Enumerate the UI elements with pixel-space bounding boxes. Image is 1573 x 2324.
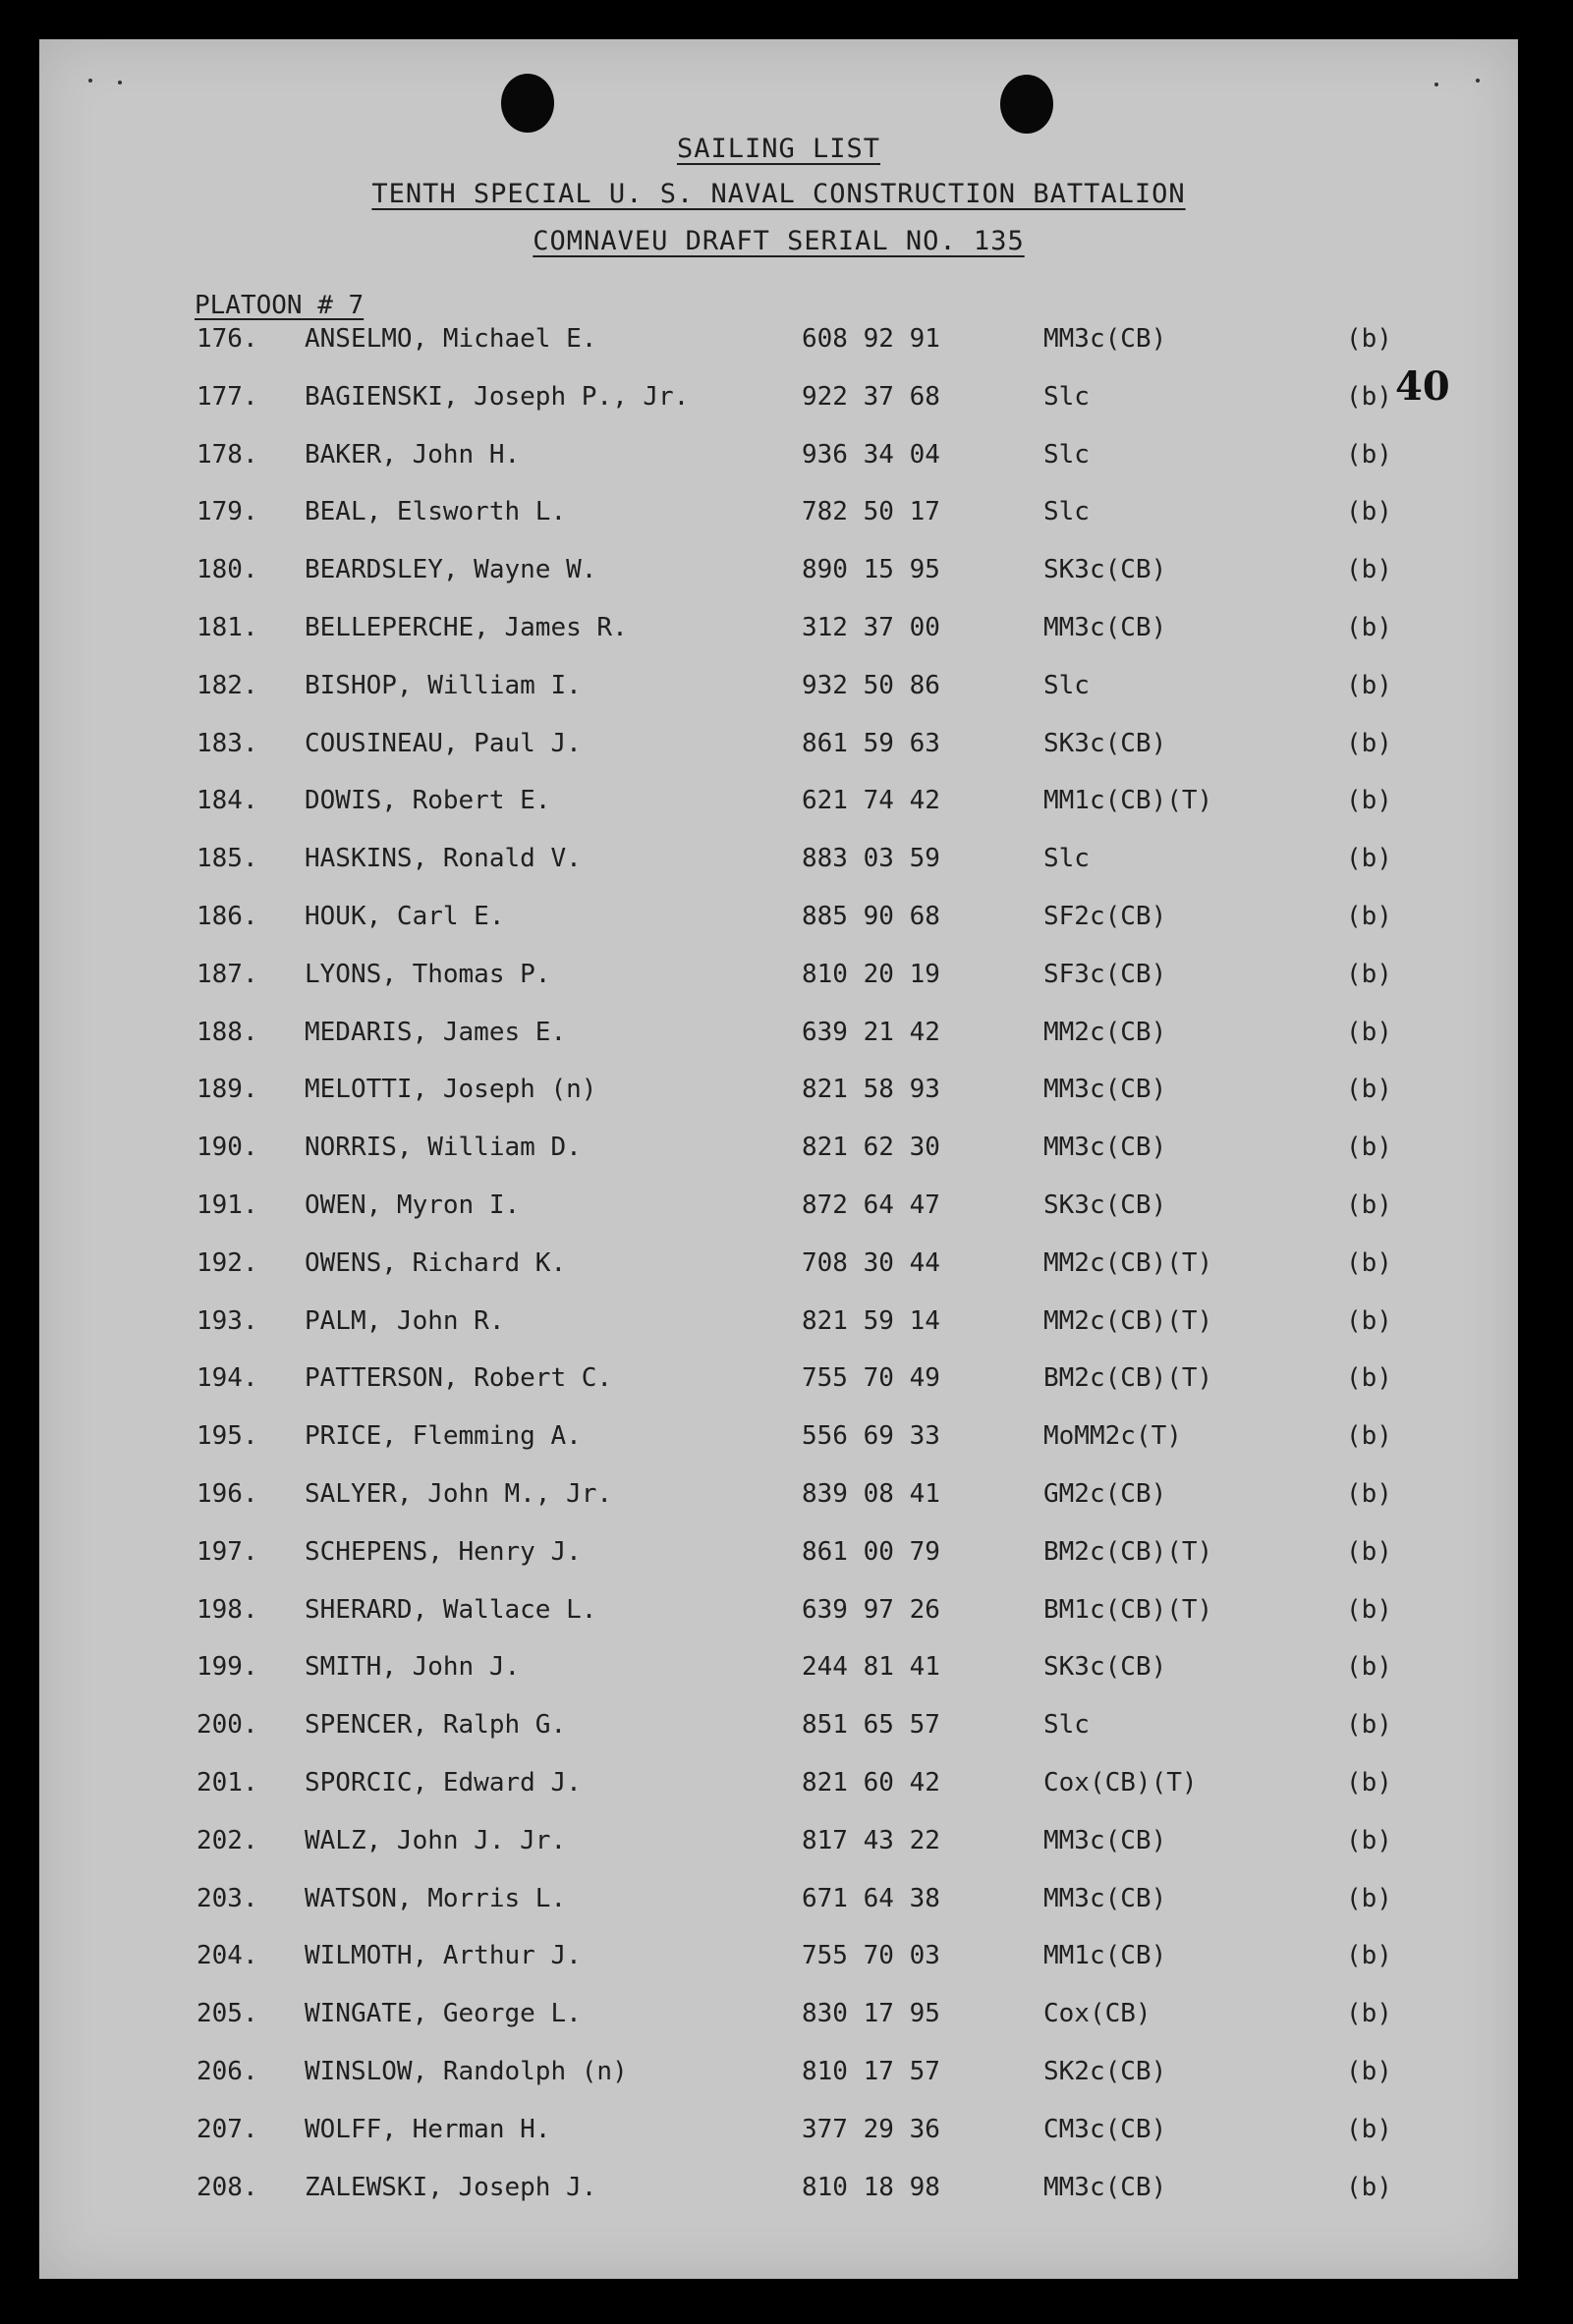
sailor-name: ZALEWSKI, Joseph J. bbox=[305, 2172, 597, 2202]
status-code: (b) bbox=[1346, 1363, 1392, 1394]
rating: SK3c(CB) bbox=[1043, 728, 1167, 758]
roster-row bbox=[39, 613, 1518, 652]
rating: SK3c(CB) bbox=[1043, 1652, 1167, 1683]
sailor-name: WOLFF, Herman H. bbox=[305, 2114, 551, 2144]
sailor-name: ANSELMO, Michael E. bbox=[305, 324, 597, 354]
roster-row bbox=[39, 1999, 1518, 2038]
rating: Slc bbox=[1043, 844, 1090, 874]
rating: MM3c(CB) bbox=[1043, 324, 1167, 354]
entry-number: 206. bbox=[197, 2057, 258, 2086]
rating: SF3c(CB) bbox=[1043, 959, 1167, 989]
roster-row bbox=[39, 671, 1518, 710]
rating: MM3c(CB) bbox=[1043, 1825, 1167, 1855]
status-code: (b) bbox=[1346, 2114, 1392, 2144]
service-number: 608 92 91 bbox=[802, 324, 940, 354]
entry-number: 184. bbox=[197, 786, 258, 816]
status-code: (b) bbox=[1346, 902, 1392, 931]
roster-row bbox=[39, 1306, 1518, 1346]
roster-row bbox=[39, 1595, 1518, 1634]
sailor-name: PATTERSON, Robert C. bbox=[305, 1363, 613, 1394]
sailor-name: WALZ, John J. Jr. bbox=[305, 1825, 567, 1855]
draft-serial: COMNAVEU DRAFT SERIAL NO. 135 bbox=[533, 226, 1025, 256]
rating: Slc bbox=[1043, 381, 1090, 412]
sailor-name: SPORCIC, Edward J. bbox=[305, 1768, 582, 1798]
sailor-name: OWEN, Myron I. bbox=[305, 1190, 521, 1220]
sailor-name: SPENCER, Ralph G. bbox=[305, 1710, 567, 1741]
roster-row bbox=[39, 1941, 1518, 1980]
rating: MoMM2c(T) bbox=[1043, 1421, 1182, 1452]
rating: MM3c(CB) bbox=[1043, 1133, 1167, 1163]
service-number: 885 90 68 bbox=[802, 902, 940, 931]
service-number: 821 62 30 bbox=[802, 1133, 940, 1163]
service-number: 312 37 00 bbox=[802, 613, 940, 642]
entry-number: 181. bbox=[197, 613, 258, 642]
rating: Slc bbox=[1043, 1710, 1090, 1741]
entry-number: 188. bbox=[197, 1017, 258, 1047]
roster-row bbox=[39, 1768, 1518, 1807]
rating: MM3c(CB) bbox=[1043, 1075, 1167, 1105]
status-code: (b) bbox=[1346, 439, 1392, 470]
roster-row bbox=[39, 1075, 1518, 1114]
service-number: 861 59 63 bbox=[802, 728, 940, 758]
roster-row bbox=[39, 1421, 1518, 1461]
service-number: 639 21 42 bbox=[802, 1017, 940, 1047]
entry-number: 186. bbox=[197, 902, 258, 931]
speck bbox=[1434, 83, 1438, 86]
service-number: 821 60 42 bbox=[802, 1768, 940, 1798]
status-code: (b) bbox=[1346, 1133, 1392, 1163]
sailor-name: LYONS, Thomas P. bbox=[305, 959, 551, 989]
platoon-heading: PLATOON # 7 bbox=[195, 291, 365, 320]
roster-row bbox=[39, 497, 1518, 536]
entry-number: 187. bbox=[197, 959, 258, 989]
document-title: SAILING LIST bbox=[676, 134, 881, 164]
sailor-name: BEARDSLEY, Wayne W. bbox=[305, 555, 597, 585]
sailor-name: WINSLOW, Randolph (n) bbox=[305, 2057, 628, 2086]
service-number: 821 59 14 bbox=[802, 1305, 940, 1336]
service-number: 244 81 41 bbox=[802, 1652, 940, 1683]
rating: SK3c(CB) bbox=[1043, 555, 1167, 585]
rating: Cox(CB) bbox=[1043, 1999, 1152, 2029]
service-number: 708 30 44 bbox=[802, 1247, 940, 1278]
service-number: 621 74 42 bbox=[802, 786, 940, 816]
status-code: (b) bbox=[1346, 1075, 1392, 1105]
status-code: (b) bbox=[1346, 670, 1392, 700]
status-code: (b) bbox=[1346, 2057, 1392, 2086]
service-number: 821 58 93 bbox=[802, 1075, 940, 1105]
sailor-name: SALYER, John M., Jr. bbox=[305, 1479, 613, 1509]
entry-number: 189. bbox=[197, 1075, 258, 1105]
sailor-name: WILMOTH, Arthur J. bbox=[305, 1941, 582, 1971]
entry-number: 194. bbox=[197, 1363, 258, 1394]
status-code: (b) bbox=[1346, 324, 1392, 354]
entry-number: 183. bbox=[197, 728, 258, 758]
punch-hole bbox=[1000, 75, 1053, 134]
entry-number: 197. bbox=[197, 1536, 258, 1567]
status-code: (b) bbox=[1346, 1479, 1392, 1509]
sailor-name: DOWIS, Robert E. bbox=[305, 786, 551, 816]
status-code: (b) bbox=[1346, 1305, 1392, 1336]
status-code: (b) bbox=[1346, 497, 1392, 527]
rating: Slc bbox=[1043, 439, 1090, 470]
sailor-name: SMITH, John J. bbox=[305, 1652, 521, 1683]
rating: SK3c(CB) bbox=[1043, 1190, 1167, 1220]
service-number: 817 43 22 bbox=[802, 1825, 940, 1855]
service-number: 556 69 33 bbox=[802, 1421, 940, 1452]
status-code: (b) bbox=[1346, 1247, 1392, 1278]
sailor-name: BISHOP, William I. bbox=[305, 670, 582, 700]
rating: MM3c(CB) bbox=[1043, 613, 1167, 642]
status-code: (b) bbox=[1346, 1883, 1392, 1913]
service-number: 782 50 17 bbox=[802, 497, 940, 527]
rating: BM2c(CB)(T) bbox=[1043, 1536, 1213, 1567]
roster-row bbox=[39, 1826, 1518, 1865]
service-number: 671 64 38 bbox=[802, 1883, 940, 1913]
sailor-name: MEDARIS, James E. bbox=[305, 1017, 567, 1047]
roster-row bbox=[39, 1363, 1518, 1403]
entry-number: 190. bbox=[197, 1133, 258, 1163]
roster-row bbox=[39, 2057, 1518, 2096]
roster-row bbox=[39, 1133, 1518, 1172]
rating: MM2c(CB)(T) bbox=[1043, 1247, 1213, 1278]
status-code: (b) bbox=[1346, 1768, 1392, 1798]
roster-row bbox=[39, 786, 1518, 825]
service-number: 755 70 03 bbox=[802, 1941, 940, 1971]
service-number: 922 37 68 bbox=[802, 381, 940, 412]
punch-hole bbox=[501, 74, 554, 133]
status-code: (b) bbox=[1346, 1594, 1392, 1625]
service-number: 932 50 86 bbox=[802, 670, 940, 700]
entry-number: 199. bbox=[197, 1652, 258, 1683]
entry-number: 192. bbox=[197, 1247, 258, 1278]
entry-number: 193. bbox=[197, 1305, 258, 1336]
rating: Slc bbox=[1043, 670, 1090, 700]
status-code: (b) bbox=[1346, 613, 1392, 642]
sailor-name: SCHEPENS, Henry J. bbox=[305, 1536, 582, 1567]
roster-row bbox=[39, 1884, 1518, 1923]
sailor-name: BELLEPERCHE, James R. bbox=[305, 613, 628, 642]
sailor-name: COUSINEAU, Paul J. bbox=[305, 728, 582, 758]
roster-row bbox=[39, 2115, 1518, 2154]
entry-number: 203. bbox=[197, 1883, 258, 1913]
sailor-name: WATSON, Morris L. bbox=[305, 1883, 567, 1913]
roster-row bbox=[39, 555, 1518, 594]
entry-number: 195. bbox=[197, 1421, 258, 1452]
status-code: (b) bbox=[1346, 1941, 1392, 1971]
service-number: 872 64 47 bbox=[802, 1190, 940, 1220]
status-code: (b) bbox=[1346, 1421, 1392, 1452]
sailor-name: MELOTTI, Joseph (n) bbox=[305, 1075, 597, 1105]
sailor-name: HASKINS, Ronald V. bbox=[305, 844, 582, 874]
service-number: 851 65 57 bbox=[802, 1710, 940, 1741]
entry-number: 202. bbox=[197, 1825, 258, 1855]
roster-row bbox=[39, 2173, 1518, 2212]
entry-number: 196. bbox=[197, 1479, 258, 1509]
service-number: 639 97 26 bbox=[802, 1594, 940, 1625]
entry-number: 185. bbox=[197, 844, 258, 874]
entry-number: 204. bbox=[197, 1941, 258, 1971]
sailor-name: BAGIENSKI, Joseph P., Jr. bbox=[305, 381, 690, 412]
service-number: 810 17 57 bbox=[802, 2057, 940, 2086]
rating: MM3c(CB) bbox=[1043, 2172, 1167, 2202]
roster-row bbox=[39, 729, 1518, 768]
roster-row bbox=[39, 1248, 1518, 1288]
sailor-name: NORRIS, William D. bbox=[305, 1133, 582, 1163]
entry-number: 182. bbox=[197, 670, 258, 700]
entry-number: 205. bbox=[197, 1999, 258, 2029]
service-number: 936 34 04 bbox=[802, 439, 940, 470]
status-code: (b) bbox=[1346, 959, 1392, 989]
sailor-name: PRICE, Flemming A. bbox=[305, 1421, 582, 1452]
roster-row bbox=[39, 1710, 1518, 1749]
roster-row bbox=[39, 902, 1518, 941]
sailor-name: HOUK, Carl E. bbox=[305, 902, 505, 931]
status-code: (b) bbox=[1346, 1190, 1392, 1220]
status-code: (b) bbox=[1346, 2172, 1392, 2202]
status-code: (b) bbox=[1346, 381, 1392, 412]
entry-number: 178. bbox=[197, 439, 258, 470]
entry-number: 180. bbox=[197, 555, 258, 585]
rating: GM2c(CB) bbox=[1043, 1479, 1167, 1509]
service-number: 830 17 95 bbox=[802, 1999, 940, 2029]
rating: BM1c(CB)(T) bbox=[1043, 1594, 1213, 1625]
roster-row bbox=[39, 382, 1518, 421]
roster-row bbox=[39, 1537, 1518, 1577]
roster-row bbox=[39, 324, 1518, 363]
roster-row bbox=[39, 960, 1518, 999]
entry-number: 191. bbox=[197, 1190, 258, 1220]
rating: BM2c(CB)(T) bbox=[1043, 1363, 1213, 1394]
status-code: (b) bbox=[1346, 1017, 1392, 1047]
entry-number: 179. bbox=[197, 497, 258, 527]
page-number: 40 bbox=[1395, 363, 1450, 410]
status-code: (b) bbox=[1346, 728, 1392, 758]
service-number: 810 20 19 bbox=[802, 959, 940, 989]
entry-number: 200. bbox=[197, 1710, 258, 1741]
rating: Slc bbox=[1043, 497, 1090, 527]
entry-number: 208. bbox=[197, 2172, 258, 2202]
status-code: (b) bbox=[1346, 1710, 1392, 1741]
rating: Cox(CB)(T) bbox=[1043, 1768, 1198, 1798]
service-number: 810 18 98 bbox=[802, 2172, 940, 2202]
roster-row bbox=[39, 1018, 1518, 1057]
status-code: (b) bbox=[1346, 555, 1392, 585]
service-number: 377 29 36 bbox=[802, 2114, 940, 2144]
sailor-name: SHERARD, Wallace L. bbox=[305, 1594, 597, 1625]
service-number: 861 00 79 bbox=[802, 1536, 940, 1567]
status-code: (b) bbox=[1346, 1652, 1392, 1683]
status-code: (b) bbox=[1346, 844, 1392, 874]
sailor-name: BAKER, John H. bbox=[305, 439, 521, 470]
roster-row bbox=[39, 844, 1518, 883]
speck bbox=[88, 79, 92, 83]
rating: MM1c(CB) bbox=[1043, 1941, 1167, 1971]
document-page bbox=[39, 39, 1518, 2279]
rating: MM2c(CB)(T) bbox=[1043, 1305, 1213, 1336]
service-number: 755 70 49 bbox=[802, 1363, 940, 1394]
entry-number: 176. bbox=[197, 324, 258, 354]
entry-number: 177. bbox=[197, 381, 258, 412]
speck bbox=[1476, 79, 1480, 83]
service-number: 883 03 59 bbox=[802, 844, 940, 874]
entry-number: 201. bbox=[197, 1768, 258, 1798]
status-code: (b) bbox=[1346, 786, 1392, 816]
status-code: (b) bbox=[1346, 1536, 1392, 1567]
status-code: (b) bbox=[1346, 1999, 1392, 2029]
roster-row bbox=[39, 1652, 1518, 1691]
rating: MM2c(CB) bbox=[1043, 1017, 1167, 1047]
unit-name: TENTH SPECIAL U. S. NAVAL CONSTRUCTION BATTALION bbox=[371, 179, 1186, 209]
speck bbox=[118, 81, 122, 84]
sailor-name: PALM, John R. bbox=[305, 1305, 505, 1336]
service-number: 890 15 95 bbox=[802, 555, 940, 585]
sailor-name: OWENS, Richard K. bbox=[305, 1247, 567, 1278]
rating: SF2c(CB) bbox=[1043, 902, 1167, 931]
sailor-name: BEAL, Elsworth L. bbox=[305, 497, 567, 527]
roster-row bbox=[39, 440, 1518, 479]
roster-row bbox=[39, 1479, 1518, 1519]
roster-row bbox=[39, 1190, 1518, 1230]
status-code: (b) bbox=[1346, 1825, 1392, 1855]
sailor-name: WINGATE, George L. bbox=[305, 1999, 582, 2029]
rating: MM1c(CB)(T) bbox=[1043, 786, 1213, 816]
rating: MM3c(CB) bbox=[1043, 1883, 1167, 1913]
rating: CM3c(CB) bbox=[1043, 2114, 1167, 2144]
rating: SK2c(CB) bbox=[1043, 2057, 1167, 2086]
entry-number: 198. bbox=[197, 1594, 258, 1625]
service-number: 839 08 41 bbox=[802, 1479, 940, 1509]
entry-number: 207. bbox=[197, 2114, 258, 2144]
